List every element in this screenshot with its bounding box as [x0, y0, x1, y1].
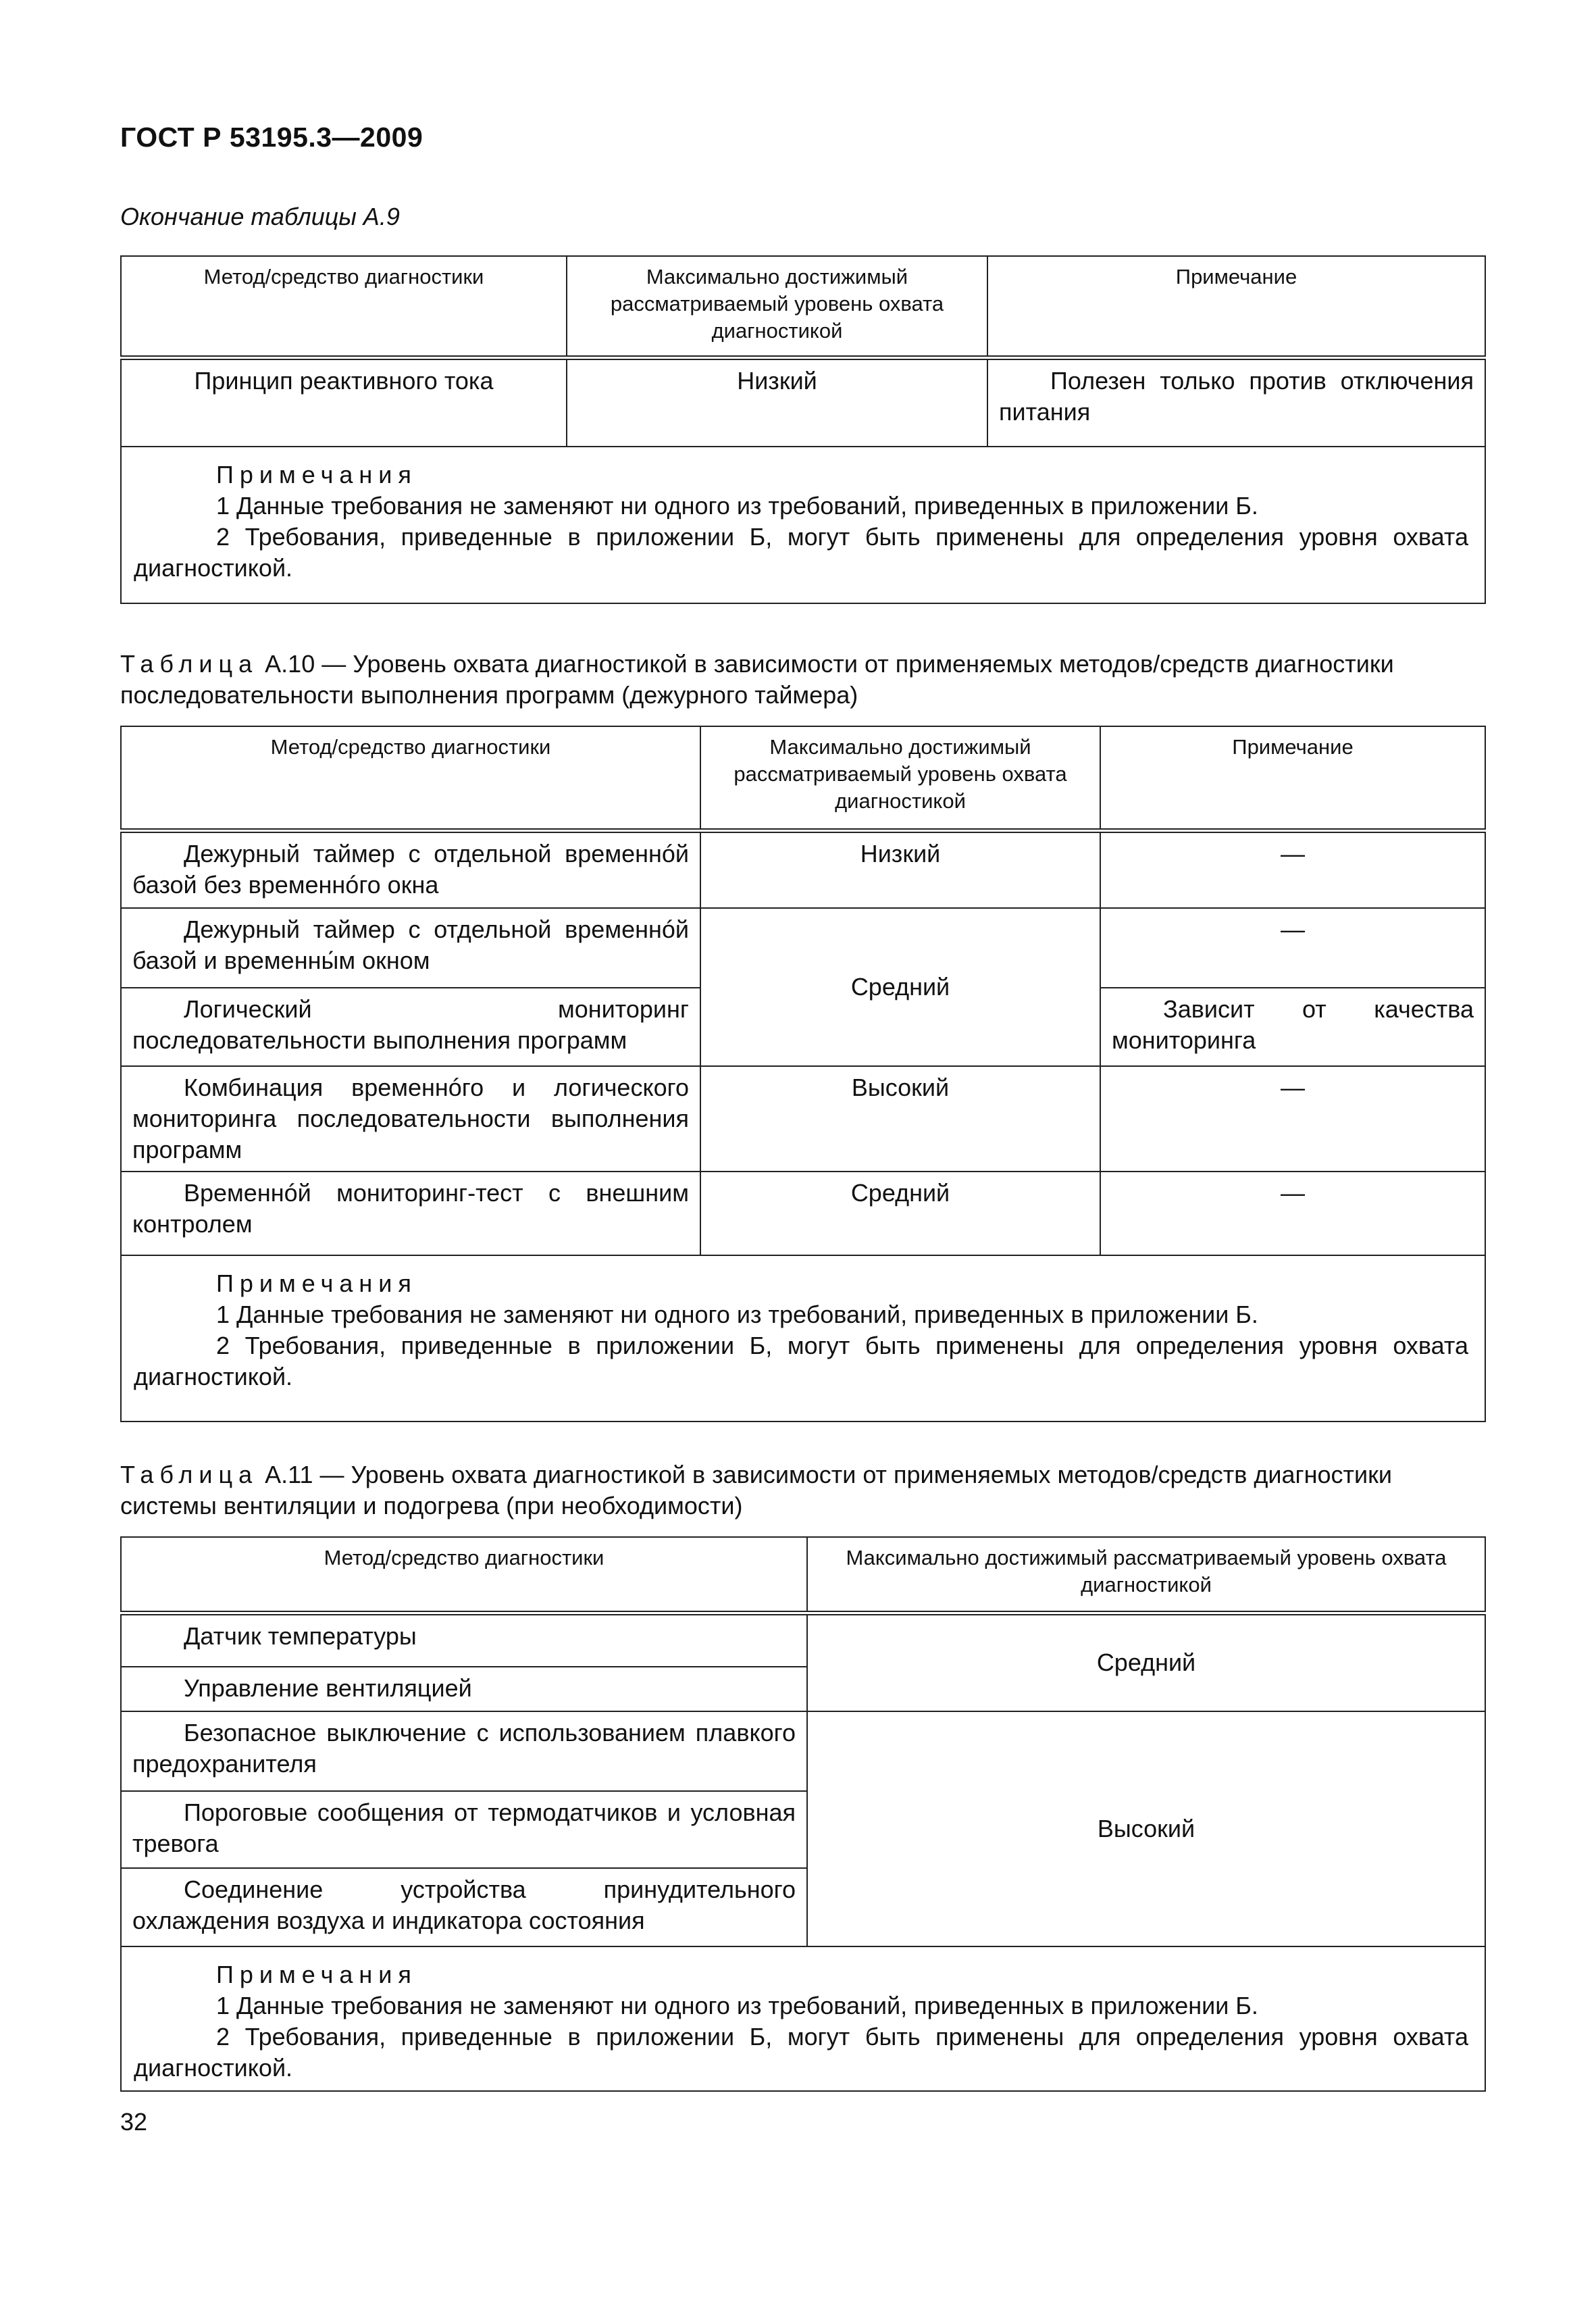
table-label: Таблица [120, 650, 259, 678]
table-a10-title: А.10 — Уровень охвата диагностикой в зависимости от применяемых методов/средств диагностики последовательности выполнения программ (дежурного таймера) [120, 650, 1394, 709]
table-a10-caption [120, 649, 1485, 711]
method-cell: Пороговые сообщения от термодатчиков и условная тревога [121, 1791, 807, 1868]
table-row [121, 830, 1485, 908]
table-row [121, 1172, 1485, 1255]
table-a9 [120, 255, 1486, 604]
notes-title: Примечания [216, 1269, 417, 1297]
page-number: 32 [120, 2108, 148, 2136]
standard-title: ГОСТ Р 53195.3—2009 [120, 122, 423, 153]
column-header: Примечание [987, 256, 1485, 357]
table-a11-title: А.11 — Уровень охвата диагностикой в зависимости от применяемых методов/средств диагностики системы вентиляции и подогрева (при необходимости) [120, 1461, 1393, 1519]
notes-title: Примечания [216, 461, 417, 488]
table-row [121, 357, 1485, 447]
note-cell: Полезен только против отключения питания [987, 357, 1485, 447]
method-cell: Временнóй мониторинг-тест с внешним контролем [121, 1172, 700, 1255]
method-cell: Дежурный таймер с отдельной временнóй базой без временнóго окна [121, 830, 700, 908]
column-header: Максимально достижимый рассматриваемый уровень охвата диагностикой [807, 1537, 1485, 1613]
note-2: 2 Требования, приведенные в приложении Б, могут быть применены для определения уровня охвата диагностикой. [134, 2023, 1468, 2082]
note-1: 1 Данные требования не заменяют ни одного из требований, приведенных в приложении Б. [216, 492, 1258, 520]
note-2: 2 Требования, приведенные в приложении Б, могут быть применены для определения уровня охвата диагностикой. [134, 523, 1468, 582]
level-cell: Средний [700, 1172, 1100, 1255]
level-cell: Низкий [567, 357, 987, 447]
method-cell: Комбинация временнóго и логического мониторинга последовательности выполнения программ [121, 1066, 700, 1172]
table-row [121, 1613, 1485, 1667]
note-cell: Зависит от качества мониторинга [1100, 988, 1485, 1066]
column-header: Метод/средство диагностики [121, 256, 567, 357]
method-cell: Датчик температуры [121, 1613, 807, 1667]
level-cell: Средний [807, 1613, 1485, 1711]
note-1: 1 Данные требования не заменяют ни одного из требований, приведенных в приложении Б. [216, 1301, 1258, 1328]
method-cell: Дежурный таймер с отдельной временнóй базой и временны́м окном [121, 908, 700, 988]
level-cell: Средний [700, 908, 1100, 1066]
note-cell: — [1100, 1066, 1485, 1172]
note-1: 1 Данные требования не заменяют ни одного из требований, приведенных в приложении Б. [216, 1992, 1258, 2019]
table-a9-continuation-caption: Окончание таблицы А.9 [120, 203, 400, 230]
note-cell: — [1100, 830, 1485, 908]
method-cell: Соединение устройства принудительного охлаждения воздуха и индикатора состояния [121, 1868, 807, 1946]
table-label: Таблица [120, 1461, 259, 1488]
column-header: Примечание [1100, 726, 1485, 830]
method-cell: Безопасное выключение с использованием плавкого предохранителя [121, 1711, 807, 1791]
column-header: Максимально достижимый рассматриваемый уровень охвата диагностикой [567, 256, 987, 357]
level-cell: Низкий [700, 830, 1100, 908]
level-cell: Высокий [700, 1066, 1100, 1172]
table-notes [121, 1946, 1485, 2091]
notes-title: Примечания [216, 1961, 417, 1988]
table-row [121, 908, 1485, 988]
column-header: Метод/средство диагностики [121, 726, 700, 830]
table-a11 [120, 1536, 1486, 2092]
table-a11-caption [120, 1459, 1485, 1521]
table-row [121, 1066, 1485, 1172]
note-cell: — [1100, 1172, 1485, 1255]
column-header: Максимально достижимый рассматриваемый уровень охвата диагностикой [700, 726, 1100, 830]
method-cell: Управление вентиляцией [121, 1667, 807, 1711]
table-notes [121, 1255, 1485, 1422]
note-cell: — [1100, 908, 1485, 988]
table-a10 [120, 726, 1486, 1422]
table-row [121, 1711, 1485, 1791]
method-cell: Логический мониторинг последовательности выполнения программ [121, 988, 700, 1066]
column-header: Метод/средство диагностики [121, 1537, 807, 1613]
table-notes [121, 447, 1485, 603]
method-cell: Принцип реактивного тока [121, 357, 567, 447]
note-2: 2 Требования, приведенные в приложении Б, могут быть применены для определения уровня охвата диагностикой. [134, 1332, 1468, 1390]
level-cell: Высокий [807, 1711, 1485, 1946]
